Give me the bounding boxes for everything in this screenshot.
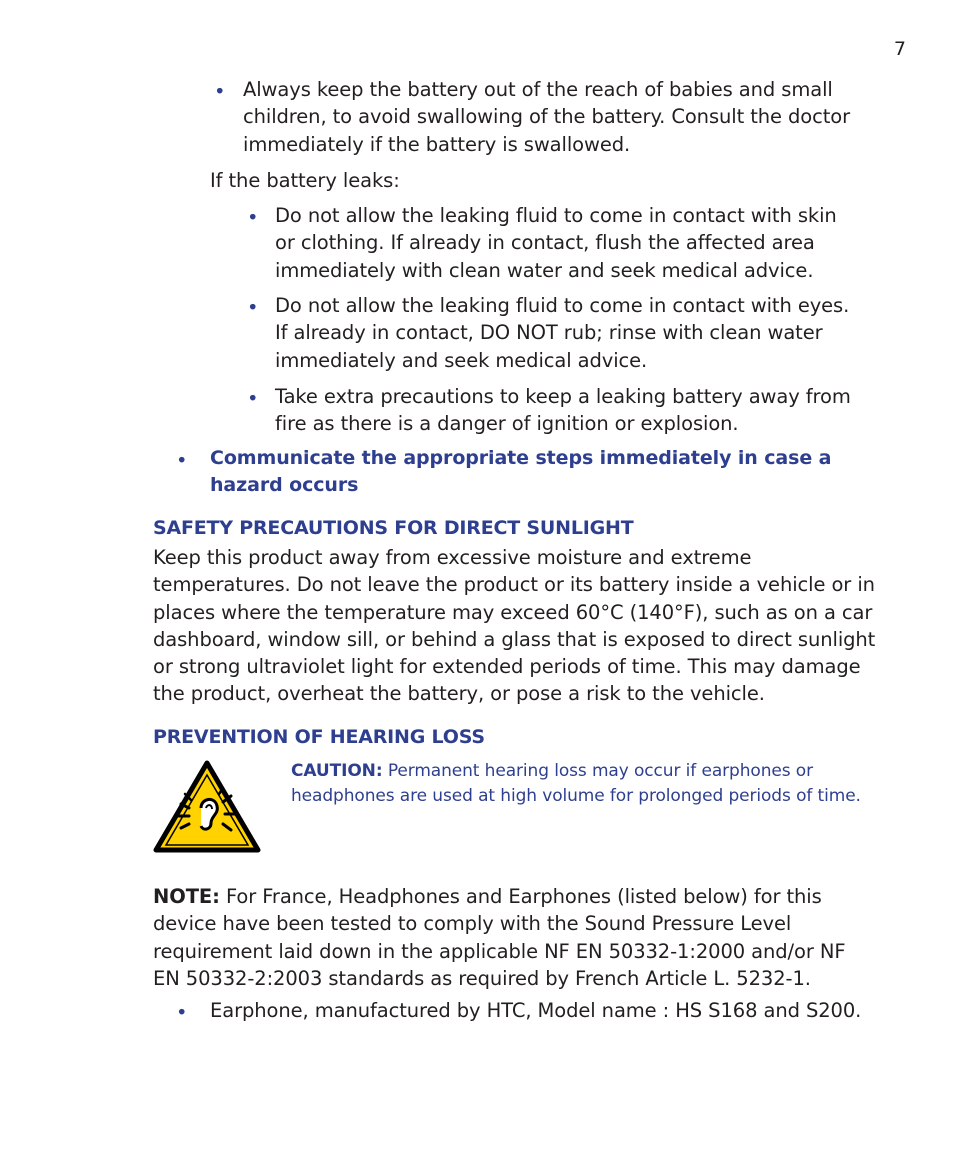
leak-intro: If the battery leaks: xyxy=(210,169,400,192)
sunlight-body: Keep this product away from excessive moisture and extreme temperatures. Do not leave the product or its battery inside a vehicle or in places where the temperature may exceed 60°C (140°F), such as on a car dashboard, window sill, or behind a glass that is exposed to direct sunlight or strong ultraviolet light for extended periods of time. This may damage the product, overheat the battery, or pose a risk to the vehicle. xyxy=(153,546,876,706)
note-label: NOTE: xyxy=(153,885,220,908)
battery-reach-text: Always keep the battery out of the reach of babies and small children, to avoid swallowing of the battery. Consult the doctor immediately if the battery is swallowed. xyxy=(243,78,851,156)
bullet-marker: • xyxy=(214,80,226,103)
caution-label: CAUTION: xyxy=(291,761,383,781)
caution-body: Permanent hearing loss may occur if earphones or headphones are used at high volume for prolonged periods of time. xyxy=(291,761,861,806)
hearing-warning-icon xyxy=(153,760,261,853)
bullet-marker: • xyxy=(176,1001,188,1024)
bullet-marker: • xyxy=(247,206,259,229)
communicate-text: Communicate the appropriate steps immediately in case a hazard occurs xyxy=(210,447,832,497)
note-paragraph xyxy=(153,883,873,992)
leak-skin-text: Do not allow the leaking fluid to come in contact with skin or clothing. If already in contact, flush the affected area immediately with clean water and seek medical advice. xyxy=(275,204,837,282)
note-body: For France, Headphones and Earphones (listed below) for this device have been tested to comply with the Sound Pressure Level requirement laid down in the applicable NF EN 50332-1:2000 and/or NF EN 50332-2:2003 standards as required by French Article L. 5232-1. xyxy=(153,885,846,990)
leak-fire-text: Take extra precautions to keep a leaking battery away from fire as there is a danger of ignition or explosion. xyxy=(275,385,851,436)
hearing-heading: PREVENTION OF HEARING LOSS xyxy=(153,726,485,748)
bullet-marker: • xyxy=(247,387,259,410)
bullet-marker: • xyxy=(247,296,259,319)
sunlight-heading: SAFETY PRECAUTIONS FOR DIRECT SUNLIGHT xyxy=(153,517,634,539)
earphone-model-text: Earphone, manufactured by HTC, Model name : HS S168 and S200. xyxy=(210,999,862,1022)
bullet-marker: • xyxy=(176,449,188,472)
page-number: 7 xyxy=(893,38,906,60)
caution-text xyxy=(291,759,891,809)
leak-eyes-text: Do not allow the leaking fluid to come in contact with eyes. If already in contact, DO NOT rub; rinse with clean water immediately and seek medical advice. xyxy=(275,294,850,372)
